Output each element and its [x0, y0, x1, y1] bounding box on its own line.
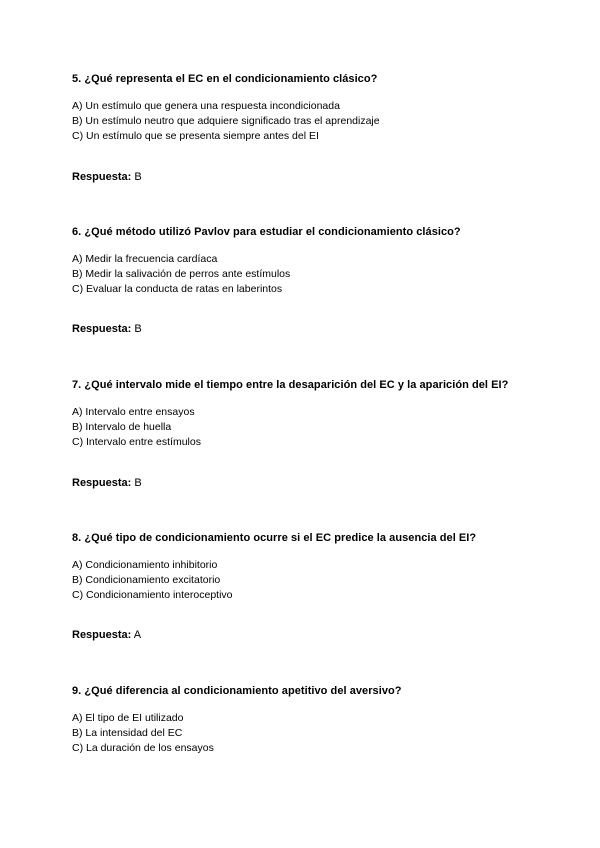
option-b: B) La intensidad del EC — [72, 727, 183, 739]
options-list — [72, 711, 542, 756]
answer-8 — [72, 628, 141, 642]
option-b: B) Condicionamiento excitatorio — [72, 574, 221, 586]
option-c: C) Evaluar la conducta de ratas en laberintos — [72, 283, 283, 295]
option-b: B) Un estímulo neutro que adquiere significado tras el aprendizaje — [72, 115, 380, 127]
answer-label: Respuesta: — [72, 477, 132, 489]
question-9 — [72, 684, 542, 756]
question-title: 7. ¿Qué intervalo mide el tiempo entre la desaparición del EC y la aparición del EI? — [72, 379, 509, 391]
answer-value: B — [134, 323, 142, 335]
options-list — [72, 99, 542, 144]
option-b: B) Medir la salivación de perros ante estímulos — [72, 268, 291, 280]
answer-label: Respuesta: — [72, 629, 132, 641]
answer-value: B — [134, 171, 142, 183]
option-c: C) Condicionamiento interoceptivo — [72, 589, 233, 601]
option-a: A) Intervalo entre ensayos — [72, 406, 195, 418]
option-a: A) Condicionamiento inhibitorio — [72, 559, 218, 571]
answer-value: B — [134, 477, 142, 489]
question-title: 5. ¿Qué representa el EC en el condicionamiento clásico? — [72, 73, 378, 85]
options-list — [72, 558, 542, 603]
option-c: C) La duración de los ensayos — [72, 742, 214, 754]
question-title: 9. ¿Qué diferencia al condicionamiento apetitivo del aversivo? — [72, 685, 402, 697]
question-8 — [72, 531, 542, 603]
answer-7 — [72, 476, 142, 490]
answer-5 — [72, 170, 142, 184]
option-a: A) Medir la frecuencia cardíaca — [72, 253, 218, 265]
answer-label: Respuesta: — [72, 171, 132, 183]
option-b: B) Intervalo de huella — [72, 421, 172, 433]
answer-label: Respuesta: — [72, 323, 132, 335]
option-a: A) El tipo de EI utilizado — [72, 712, 184, 724]
answer-6 — [72, 322, 142, 336]
question-title: 6. ¿Qué método utilizó Pavlov para estudiar el condicionamiento clásico? — [72, 226, 461, 238]
question-6 — [72, 225, 542, 297]
options-list — [72, 252, 542, 297]
question-7 — [72, 378, 542, 450]
answer-value: A — [133, 629, 142, 641]
option-a: A) Un estímulo que genera una respuesta incondicionada — [72, 100, 340, 112]
option-c: C) Un estímulo que se presenta siempre antes del EI — [72, 130, 319, 142]
question-5 — [72, 72, 542, 144]
options-list — [72, 405, 542, 450]
question-title: 8. ¿Qué tipo de condicionamiento ocurre si el EC predice la ausencia del EI? — [72, 532, 477, 544]
option-c: C) Intervalo entre estímulos — [72, 436, 201, 448]
